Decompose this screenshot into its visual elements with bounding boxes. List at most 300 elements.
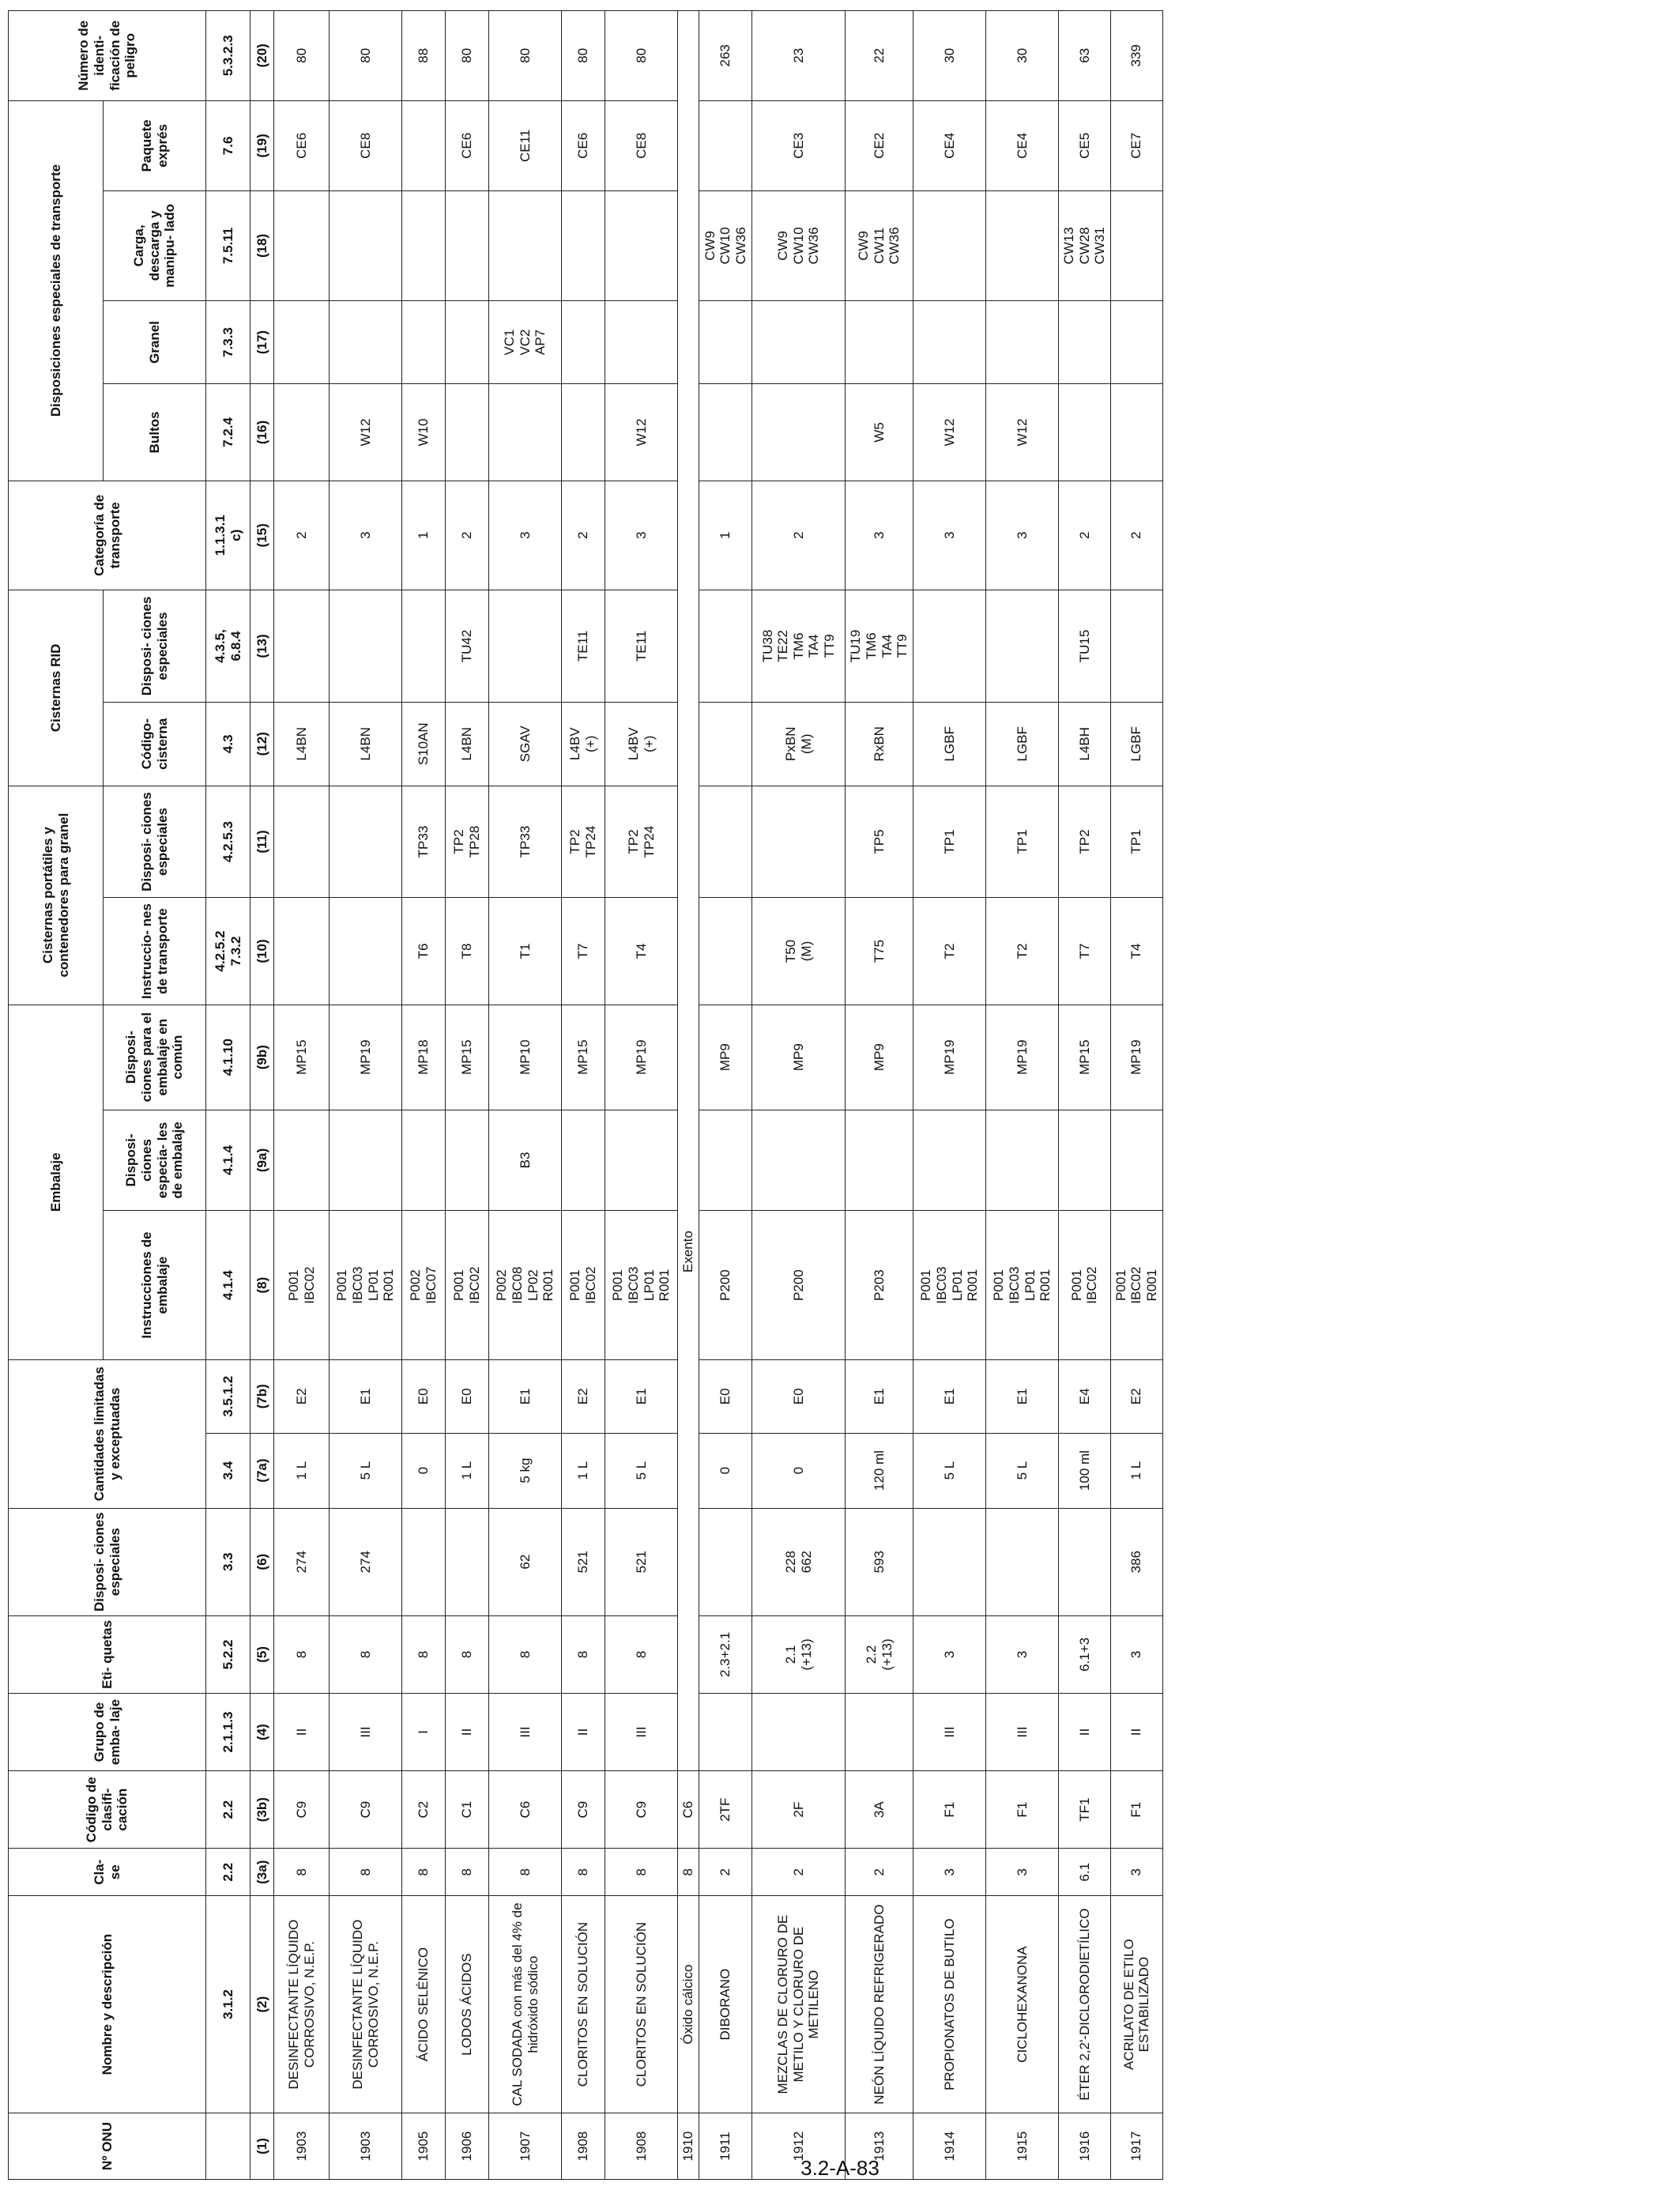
data-cell <box>846 300 913 384</box>
data-cell: MP15 <box>562 1005 605 1110</box>
data-cell: 2.2 (+13) <box>846 1615 913 1693</box>
header-name: Nombre y descripción <box>9 1896 206 2113</box>
data-cell <box>1059 300 1111 384</box>
data-cell: CW9 CW10 CW36 <box>752 191 846 301</box>
data-cell: MP9 <box>846 1005 913 1110</box>
data-cell: 8 <box>446 1849 489 1896</box>
data-cell: LGBF <box>986 702 1059 786</box>
column-number-cell: (2) <box>250 1896 274 2113</box>
reference-cell: 3.5.1.2 <box>206 1359 250 1433</box>
reference-cell: 7.6 <box>206 100 250 191</box>
data-cell: 228 662 <box>752 1508 846 1615</box>
data-cell: 23 <box>752 11 846 101</box>
data-cell <box>330 1110 402 1211</box>
column-number-cell: (20) <box>250 11 274 101</box>
reference-cell: 3.4 <box>206 1433 250 1508</box>
data-cell: MP10 <box>489 1005 562 1110</box>
data-cell <box>446 300 489 384</box>
table-row <box>402 11 446 2180</box>
header-disp-transporte: Disposiciones especiales de transporte <box>9 100 104 481</box>
data-cell: CE5 <box>1059 100 1111 191</box>
data-cell: CE3 <box>752 100 846 191</box>
data-cell: CE6 <box>562 100 605 191</box>
table-row <box>330 11 402 2180</box>
data-cell <box>986 300 1059 384</box>
data-cell: 5 kg <box>489 1433 562 1508</box>
reference-cell: 4.1.4 <box>206 1211 250 1360</box>
data-cell: C2 <box>402 1771 446 1849</box>
data-cell: C6 <box>678 1771 699 1849</box>
data-cell: 80 <box>605 11 678 101</box>
data-cell: T4 <box>605 898 678 1005</box>
column-number-cell: (18) <box>250 191 274 301</box>
header-peligro: Número de identi- ficación de peligro <box>9 11 206 101</box>
data-cell <box>913 590 986 703</box>
data-cell: 30 <box>986 11 1059 101</box>
data-cell: 2 <box>562 481 605 590</box>
data-cell <box>402 590 446 703</box>
header-cisternas-portatiles: Cisternas portátiles y contenedores para granel <box>9 786 104 1005</box>
data-cell: L4BV (+) <box>562 702 605 786</box>
data-cell: TP2 TP24 <box>562 786 605 898</box>
data-cell: TP1 <box>1110 786 1162 898</box>
data-cell: CW13 CW28 CW31 <box>1059 191 1111 301</box>
data-cell: L4BN <box>274 702 330 786</box>
data-cell <box>274 786 330 898</box>
data-cell: MP15 <box>446 1005 489 1110</box>
substance-name-cell: CICLOHEXANONA <box>986 1896 1059 2113</box>
header-granel: Granel <box>104 300 206 384</box>
data-cell <box>1110 191 1162 301</box>
data-cell: 80 <box>274 11 330 101</box>
data-cell: E1 <box>846 1359 913 1433</box>
data-cell: L4BV (+) <box>605 702 678 786</box>
data-cell: SGAV <box>489 702 562 786</box>
data-cell: E0 <box>446 1359 489 1433</box>
data-cell: 5 L <box>913 1433 986 1508</box>
data-cell: E0 <box>752 1359 846 1433</box>
un-number-cell: 1913 <box>846 2113 913 2180</box>
data-cell <box>1059 384 1111 481</box>
data-cell <box>330 590 402 703</box>
data-cell: E2 <box>274 1359 330 1433</box>
data-cell: TP33 <box>402 786 446 898</box>
column-number-cell: (7a) <box>250 1433 274 1508</box>
data-cell <box>846 1693 913 1770</box>
reference-cell: 2.2 <box>206 1771 250 1849</box>
data-cell: E4 <box>1059 1359 1111 1433</box>
un-number-cell: 1910 <box>678 2113 699 2180</box>
data-cell: 6.1+3 <box>1059 1615 1111 1693</box>
reference-cell: 7.5.11 <box>206 191 250 301</box>
data-cell: C9 <box>605 1771 678 1849</box>
data-cell <box>402 300 446 384</box>
data-cell: 8 <box>562 1615 605 1693</box>
data-cell: P001 IBC03 LP01 R001 <box>605 1211 678 1360</box>
data-cell: E2 <box>1110 1359 1162 1433</box>
data-cell <box>699 384 752 481</box>
data-cell <box>913 191 986 301</box>
data-cell: 521 <box>605 1508 678 1615</box>
header-disp-esp-cist: Disposi- ciones especiales <box>104 786 206 898</box>
data-cell: RxBN <box>846 702 913 786</box>
data-cell: 2F <box>752 1771 846 1849</box>
data-cell: 3 <box>986 481 1059 590</box>
header-etiquetas: Eti- quetas <box>9 1615 206 1693</box>
data-cell: 3 <box>605 481 678 590</box>
data-cell: P001 IBC03 LP01 R001 <box>913 1211 986 1360</box>
data-cell: 2 <box>1059 481 1111 590</box>
data-cell: T2 <box>913 898 986 1005</box>
data-cell: T4 <box>1110 898 1162 1005</box>
data-cell: TU19 TM6 TA4 TT9 <box>846 590 913 703</box>
un-number-cell: 1903 <box>330 2113 402 2180</box>
table-row <box>605 11 678 2180</box>
data-cell: 62 <box>489 1508 562 1615</box>
data-cell: TP33 <box>489 786 562 898</box>
data-cell: MP19 <box>1110 1005 1162 1110</box>
data-cell: TU15 <box>1059 590 1111 703</box>
column-number-cell: (4) <box>250 1693 274 1770</box>
substance-name-cell: Óxido cálcico <box>678 1896 699 2113</box>
column-number-cell: (16) <box>250 384 274 481</box>
data-cell: W12 <box>605 384 678 481</box>
data-cell: T1 <box>489 898 562 1005</box>
table-body <box>274 11 1163 2180</box>
data-cell: L4BN <box>446 702 489 786</box>
data-cell: 2 <box>274 481 330 590</box>
data-cell: MP19 <box>605 1005 678 1110</box>
un-number-cell: 1903 <box>274 2113 330 2180</box>
header-disp-esp: Disposi- ciones especiales <box>9 1508 206 1615</box>
data-cell: 5 L <box>986 1433 1059 1508</box>
data-cell: P200 <box>752 1211 846 1360</box>
data-cell: TU38 TE22 TM6 TA4 TT9 <box>752 590 846 703</box>
data-cell <box>986 1110 1059 1211</box>
data-cell <box>986 191 1059 301</box>
column-number-cell: (3b) <box>250 1771 274 1849</box>
data-cell: II <box>1059 1693 1111 1770</box>
data-cell: T50 (M) <box>752 898 846 1005</box>
page-number: 3.2-A-83 <box>800 2156 880 2180</box>
data-cell: 274 <box>274 1508 330 1615</box>
data-cell: 263 <box>699 11 752 101</box>
data-cell: TE11 <box>605 590 678 703</box>
data-cell <box>605 300 678 384</box>
data-cell: III <box>330 1693 402 1770</box>
table-row <box>274 11 330 2180</box>
data-cell: 3 <box>913 1615 986 1693</box>
reference-row <box>206 11 250 2180</box>
data-cell: MP9 <box>699 1005 752 1110</box>
un-number-cell: 1907 <box>489 2113 562 2180</box>
data-cell: E1 <box>986 1359 1059 1433</box>
data-cell: MP19 <box>913 1005 986 1110</box>
data-cell: II <box>274 1693 330 1770</box>
data-cell <box>274 590 330 703</box>
data-cell <box>699 590 752 703</box>
dangerous-goods-table <box>8 10 1163 2180</box>
data-cell: T8 <box>446 898 489 1005</box>
substance-name-cell: ACRILATO DE ETILO ESTABILIZADO <box>1110 1896 1162 2113</box>
data-cell: TU42 <box>446 590 489 703</box>
data-cell <box>402 1110 446 1211</box>
data-cell: 3 <box>986 1849 1059 1896</box>
header-clase: Cla- se <box>9 1849 206 1896</box>
data-cell: C1 <box>446 1771 489 1849</box>
data-cell: 6.1 <box>1059 1849 1111 1896</box>
data-cell: VC1 VC2 AP7 <box>489 300 562 384</box>
data-cell: 8 <box>562 1849 605 1896</box>
un-number-cell: 1908 <box>562 2113 605 2180</box>
data-cell <box>913 300 986 384</box>
data-cell: II <box>446 1693 489 1770</box>
data-cell: C9 <box>274 1771 330 1849</box>
column-number-cell: (11) <box>250 786 274 898</box>
data-cell: 1 L <box>562 1433 605 1508</box>
data-cell: CE2 <box>846 100 913 191</box>
data-cell: 3 <box>986 1615 1059 1693</box>
header-categoria: Categoría de transporte <box>9 481 206 590</box>
data-cell: T7 <box>1059 898 1111 1005</box>
data-cell: 8 <box>605 1615 678 1693</box>
header-cantidades: Cantidades limitadas y exceptuadas <box>9 1359 206 1508</box>
data-cell: P001 IBC02 R001 <box>1110 1211 1162 1360</box>
data-cell <box>562 300 605 384</box>
data-cell: F1 <box>913 1771 986 1849</box>
data-cell: 1 L <box>274 1433 330 1508</box>
substance-name-cell: ÉTER 2,2'-DICLORODIETÍLICO <box>1059 1896 1111 2113</box>
reference-cell: 4.1.10 <box>206 1005 250 1110</box>
substance-name-cell: PROPIONATOS DE BUTILO <box>913 1896 986 2113</box>
data-cell <box>699 1110 752 1211</box>
column-number-cell: (13) <box>250 590 274 703</box>
data-cell: W12 <box>913 384 986 481</box>
data-cell <box>274 191 330 301</box>
reference-cell: 2.2 <box>206 1849 250 1896</box>
table-row <box>1110 11 1162 2180</box>
data-cell: C6 <box>489 1771 562 1849</box>
data-cell: CE4 <box>913 100 986 191</box>
data-cell: P203 <box>846 1211 913 1360</box>
data-cell <box>699 300 752 384</box>
column-number-cell: (12) <box>250 702 274 786</box>
data-cell: II <box>1110 1693 1162 1770</box>
data-cell: 3 <box>1110 1615 1162 1693</box>
table-row <box>699 11 752 2180</box>
data-cell: 100 ml <box>1059 1433 1111 1508</box>
data-cell: 80 <box>562 11 605 101</box>
substance-name-cell: CLORITOS EN SOLUCIÓN <box>605 1896 678 2113</box>
data-cell: 1 <box>402 481 446 590</box>
reference-cell: 4.2.5.3 <box>206 786 250 898</box>
header-instr-transporte: Instruccio- nes de transporte <box>104 898 206 1005</box>
data-cell <box>489 191 562 301</box>
data-cell <box>330 898 402 1005</box>
data-cell <box>1110 384 1162 481</box>
data-cell: 2 <box>846 1849 913 1896</box>
data-cell <box>562 384 605 481</box>
data-cell: MP18 <box>402 1005 446 1110</box>
un-number-cell: 1914 <box>913 2113 986 2180</box>
data-cell: W5 <box>846 384 913 481</box>
data-cell: 521 <box>562 1508 605 1615</box>
substance-name-cell: ÁCIDO SELÉNICO <box>402 1896 446 2113</box>
table-row <box>846 11 913 2180</box>
column-number-cell: (15) <box>250 481 274 590</box>
data-cell: P001 IBC02 <box>446 1211 489 1360</box>
un-number-cell: 1906 <box>446 2113 489 2180</box>
reference-cell: 7.2.4 <box>206 384 250 481</box>
data-cell: 3 <box>1110 1849 1162 1896</box>
data-cell <box>1059 1110 1111 1211</box>
header-un-no: Nº ONU <box>9 2113 206 2180</box>
reference-cell: 4.3 <box>206 702 250 786</box>
header-paquete: Paquete exprés <box>104 100 206 191</box>
table-row <box>562 11 605 2180</box>
data-cell: E1 <box>913 1359 986 1433</box>
data-cell: E2 <box>562 1359 605 1433</box>
data-cell <box>605 1110 678 1211</box>
data-cell: E1 <box>330 1359 402 1433</box>
data-cell <box>446 1508 489 1615</box>
data-cell: C9 <box>330 1771 402 1849</box>
data-cell <box>986 1508 1059 1615</box>
data-cell: 2.3+2.1 <box>699 1615 752 1693</box>
data-cell: TP2 <box>1059 786 1111 898</box>
data-cell <box>752 300 846 384</box>
header-bultos: Bultos <box>104 384 206 481</box>
column-number-cell: (5) <box>250 1615 274 1693</box>
data-cell <box>913 1508 986 1615</box>
data-cell <box>752 384 846 481</box>
data-cell <box>846 1110 913 1211</box>
un-number-cell: 1908 <box>605 2113 678 2180</box>
header-codigo: Código de clasifi- cación <box>9 1771 206 1849</box>
data-cell: III <box>605 1693 678 1770</box>
reference-cell: 3.1.2 <box>206 1896 250 2113</box>
data-cell: 8 <box>489 1615 562 1693</box>
un-number-cell: 1912 <box>752 2113 846 2180</box>
data-cell <box>699 898 752 1005</box>
data-cell: CW9 CW11 CW36 <box>846 191 913 301</box>
data-cell: P001 IBC03 LP01 R001 <box>330 1211 402 1360</box>
data-cell <box>274 1110 330 1211</box>
data-cell <box>1110 1110 1162 1211</box>
data-cell: PxBN (M) <box>752 702 846 786</box>
data-cell: C9 <box>562 1771 605 1849</box>
table-row <box>489 11 562 2180</box>
column-number-cell: (9a) <box>250 1110 274 1211</box>
data-cell: 0 <box>752 1433 846 1508</box>
data-cell: T75 <box>846 898 913 1005</box>
column-number-cell: (6) <box>250 1508 274 1615</box>
data-cell: 22 <box>846 11 913 101</box>
exempt-cell: Exento <box>678 11 699 1771</box>
data-cell: 8 <box>330 1849 402 1896</box>
header-codigo-cisterna: Código- cisterna <box>104 702 206 786</box>
column-number-cell: (9b) <box>250 1005 274 1110</box>
data-cell: 1 <box>699 481 752 590</box>
reference-cell: 2.1.1.3 <box>206 1693 250 1770</box>
data-cell: 593 <box>846 1508 913 1615</box>
data-cell: LGBF <box>1110 702 1162 786</box>
data-cell: 2TF <box>699 1771 752 1849</box>
data-cell: 80 <box>489 11 562 101</box>
data-cell <box>446 384 489 481</box>
data-cell: E1 <box>489 1359 562 1433</box>
data-cell: CE8 <box>330 100 402 191</box>
header-disp-esp-embalaje: Disposi- ciones especia- les de embalaje <box>104 1110 206 1211</box>
data-cell: L4BH <box>1059 702 1111 786</box>
data-cell: III <box>986 1693 1059 1770</box>
data-cell: 339 <box>1110 11 1162 101</box>
data-cell: MP15 <box>1059 1005 1111 1110</box>
table-row <box>446 11 489 2180</box>
header-instr-embalaje: Instrucciones de embalaje <box>104 1211 206 1360</box>
header-carga: Carga, descarga y manipu- lado <box>104 191 206 301</box>
substance-name-cell: DIBORANO <box>699 1896 752 2113</box>
data-cell <box>986 590 1059 703</box>
data-cell <box>699 702 752 786</box>
data-cell: CE11 <box>489 100 562 191</box>
data-cell: 2 <box>699 1849 752 1896</box>
reference-cell: 7.3.3 <box>206 300 250 384</box>
header-disp-comun: Disposi- ciones para el embalaje en común <box>104 1005 206 1110</box>
data-cell: 3 <box>913 481 986 590</box>
data-cell <box>489 590 562 703</box>
column-number-row <box>250 11 274 2180</box>
data-cell: 3 <box>913 1849 986 1896</box>
data-cell: III <box>913 1693 986 1770</box>
table-row <box>1059 11 1111 2180</box>
reference-cell: 4.3.5, 6.8.4 <box>206 590 250 703</box>
data-cell: P001 IBC02 <box>274 1211 330 1360</box>
data-cell: 5 L <box>330 1433 402 1508</box>
data-cell <box>752 1110 846 1211</box>
column-number-cell: (8) <box>250 1211 274 1360</box>
data-cell <box>562 1110 605 1211</box>
header-grupo: Grupo de emba- laje <box>9 1693 206 1770</box>
data-cell <box>752 786 846 898</box>
substance-name-cell: CLORITOS EN SOLUCIÓN <box>562 1896 605 2113</box>
data-cell: P002 IBC08 LP02 R001 <box>489 1211 562 1360</box>
data-cell: II <box>562 1693 605 1770</box>
data-cell <box>489 384 562 481</box>
data-cell: 1 L <box>446 1433 489 1508</box>
un-number-cell: 1911 <box>699 2113 752 2180</box>
column-number-cell: (10) <box>250 898 274 1005</box>
reference-cell: 3.3 <box>206 1508 250 1615</box>
data-cell: P001 IBC02 <box>1059 1211 1111 1360</box>
data-cell: MP19 <box>330 1005 402 1110</box>
data-cell <box>330 786 402 898</box>
data-cell: CW9 CW10 CW36 <box>699 191 752 301</box>
data-cell <box>1059 1508 1111 1615</box>
data-cell: 386 <box>1110 1508 1162 1615</box>
data-cell: 120 ml <box>846 1433 913 1508</box>
data-cell: 3A <box>846 1771 913 1849</box>
data-cell: 274 <box>330 1508 402 1615</box>
data-cell: CE6 <box>274 100 330 191</box>
data-cell: 2.1 (+13) <box>752 1615 846 1693</box>
data-cell <box>1110 300 1162 384</box>
un-number-cell: 1915 <box>986 2113 1059 2180</box>
column-number-cell: (1) <box>250 2113 274 2180</box>
data-cell <box>752 1693 846 1770</box>
data-cell: MP9 <box>752 1005 846 1110</box>
data-cell: TP2 TP28 <box>446 786 489 898</box>
